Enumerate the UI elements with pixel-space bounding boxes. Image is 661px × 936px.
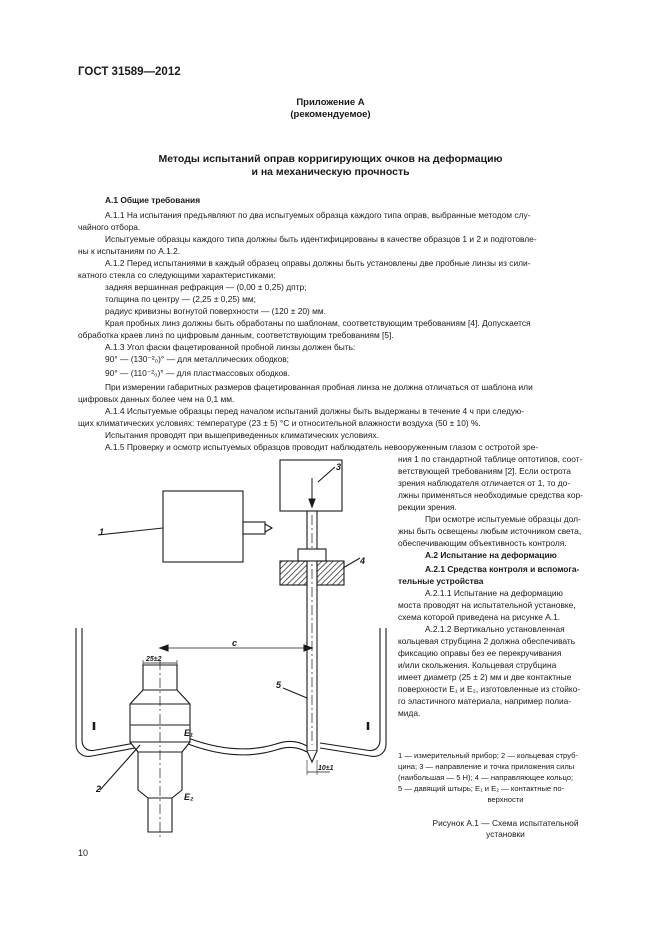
measuring-instrument: [163, 491, 243, 562]
label-4: 4: [360, 556, 366, 566]
label-1: 1: [99, 527, 105, 537]
paragraph-a14-cont: щих климатических условиях: температуре (23 ± 5) °С и относительной влажности воздуха (50 ± 10) %.: [78, 418, 481, 428]
paragraph-a15: А.1.5 Проверку и осмотр испытуемых образцов проводит наблюдатель невооруженным глазом с остротой зре-: [105, 442, 539, 452]
lens-thickness: толщина по центру — (2,25 ± 0,25) мм;: [105, 294, 256, 304]
figure-caption: [398, 818, 613, 840]
rc-line7: жны быть освещены любым источником света,: [398, 526, 582, 536]
figure-caption-line1: Рисунок А.1 — Схема испытательной: [432, 818, 579, 828]
paragraph-conditions: Испытания проводят при вышеприведенных климатических условиях.: [105, 430, 379, 440]
paragraph-a14: А.1.4 Испытуемые образцы перед началом испытаний должны быть выдержаны в течение 4 ч при следую-: [105, 406, 525, 416]
a212-line5: имеет диаметр (25 ± 2) мм и две контактные: [398, 672, 572, 682]
appendix-title-line2: и на механическую прочность: [251, 166, 410, 178]
section-a2-heading: А.2 Испытание на деформацию: [425, 550, 557, 560]
frame-bridge: [188, 744, 307, 755]
label-5: 5: [276, 680, 282, 690]
dim-clamp-diameter: 25±2: [146, 656, 162, 663]
a212-line7: го эластичного материала, например полиа-: [398, 696, 572, 706]
paragraph-a12-cont: катного стекла со следующими характеристиками:: [78, 270, 276, 280]
a212-line4: и/или скольжения. Кольцевая струбцина: [398, 660, 557, 670]
a212-line1: А.2.1.2 Вертикально установленная: [425, 624, 565, 634]
frame-right-side: [320, 628, 386, 756]
test-setup-diagram: [70, 450, 400, 850]
section-a21-heading-cont: тельные устройства: [398, 576, 484, 586]
a211-line2: моста проводят на испытательной установке,: [398, 600, 576, 610]
label-e1: E₁: [184, 728, 194, 738]
rc-line4: лжны применяться необходимые средства кор-: [398, 490, 583, 500]
document-header: ГОСТ 31589—2012: [78, 66, 181, 78]
section-a21-heading: А.2.1 Средства контроля и вспомога-: [425, 564, 580, 574]
bevel-metal: 90° — (130⁻²₀)° — для металлических ободков;: [105, 354, 290, 364]
appendix-status: (рекомендуемое): [290, 109, 371, 120]
label-2: 2: [96, 784, 102, 794]
lens-radius: радиус кривизны вогнутой поверхности — (120 ± 20) мм.: [105, 306, 326, 316]
paragraph-edges-cont: обработка краев линз по цифровым данным, соответствующим требованиям [5].: [78, 330, 394, 340]
figure-caption-line2: установки: [486, 829, 525, 839]
section-a1-heading: А.1 Общие требования: [105, 195, 201, 205]
bevel-plastic: 90° — (110⁻²₀)° — для пластмассовых ободков.: [105, 368, 290, 378]
legend-line4: 5 — давящий штырь; E₁ и E₂ — контактные по-: [398, 784, 565, 793]
rc-line3: зрения наблюдателя отличается от 1, то до-: [398, 478, 571, 488]
label-c: c: [232, 638, 238, 648]
paragraph-tolerance: При измерении габаритных размеров фацетированная пробная линза не должна отличаться от шаблона или: [105, 382, 533, 392]
rc-line5: рекции зрения.: [398, 502, 457, 512]
paragraph-a13: А.1.3 Угол фаски фацетированной пробной линзы должен быть:: [105, 342, 356, 352]
paragraph-edges: Края пробных линз должны быть обработаны по шаблонам, соответствующим требованиям [4]. Допускается: [105, 318, 531, 328]
a212-line2: кольцевая струбцина 2 должна обеспечивать: [398, 636, 576, 646]
paragraph-a12: А.1.2 Перед испытаниями в каждый образец оправы должны быть установлены две пробные линзы из сили-: [105, 258, 531, 268]
a212-line8: мида.: [398, 708, 421, 718]
frame-left-side: [76, 628, 135, 756]
appendix-label: Приложение А: [296, 97, 365, 108]
guide-ring-right: [317, 561, 344, 585]
instrument-probe: [243, 522, 265, 534]
a212-line6: поверхности E₁ и E₂, изготовленные из стойко-: [398, 684, 581, 694]
label-e2: E₂: [184, 792, 194, 802]
rc-line2: ветствующей требованиям [2]. Если острота: [398, 466, 571, 476]
dim-pin-width: 10±1: [318, 765, 334, 772]
legend-line1: 1 — измерительный прибор; 2 — кольцевая струб-: [398, 751, 578, 760]
a211-line3: схема которой приведена на рисунке А.1.: [398, 612, 561, 622]
rc-line6: При осмотре испытуемые образцы дол-: [425, 514, 581, 524]
legend-line2: цина; 3 — направление и точка приложения силы: [398, 762, 575, 771]
rc-line1: ния 1 по стандартной таблице оптотипов, соот-: [398, 454, 583, 464]
legend-line5: верхности: [487, 795, 524, 804]
guide-ring-top: [298, 549, 326, 561]
rc-line8: обеспечивающим объективность контроля.: [398, 538, 567, 548]
guide-ring-left: [280, 561, 307, 585]
paragraph-a11-cont: чайного отбора.: [78, 222, 141, 232]
paragraph-tolerance-cont: цифровых данных более чем на 0,1 мм.: [78, 394, 235, 404]
paragraph-a11: А.1.1 На испытания предъявляют по два испытуемых образца каждого типа оправ, выбранные методом слу-: [105, 210, 531, 220]
page-number: 10: [78, 848, 89, 858]
label-3: 3: [336, 462, 342, 472]
a211-line1: А.2.1.1 Испытание на деформацию: [425, 588, 563, 598]
appendix-title-line1: Методы испытаний оправ корригирующих очков на деформацию: [158, 153, 503, 165]
legend-line3: (наибольшая — 5 Н); 4 — направляющее кольцо;: [398, 773, 574, 782]
a212-line3: фиксацию оправы без ее перекручивания: [398, 648, 562, 658]
lens-refraction: задняя вершинная рефракция — (0,00 ± 0,25) дптр;: [105, 282, 307, 292]
paragraph-samples: Испытуемые образцы каждого типа должны быть идентифицированы в качестве образцов 1 и 2 и подготовле-: [105, 234, 537, 244]
paragraph-samples-cont: ны к испытаниям по А.1.2.: [78, 246, 181, 256]
